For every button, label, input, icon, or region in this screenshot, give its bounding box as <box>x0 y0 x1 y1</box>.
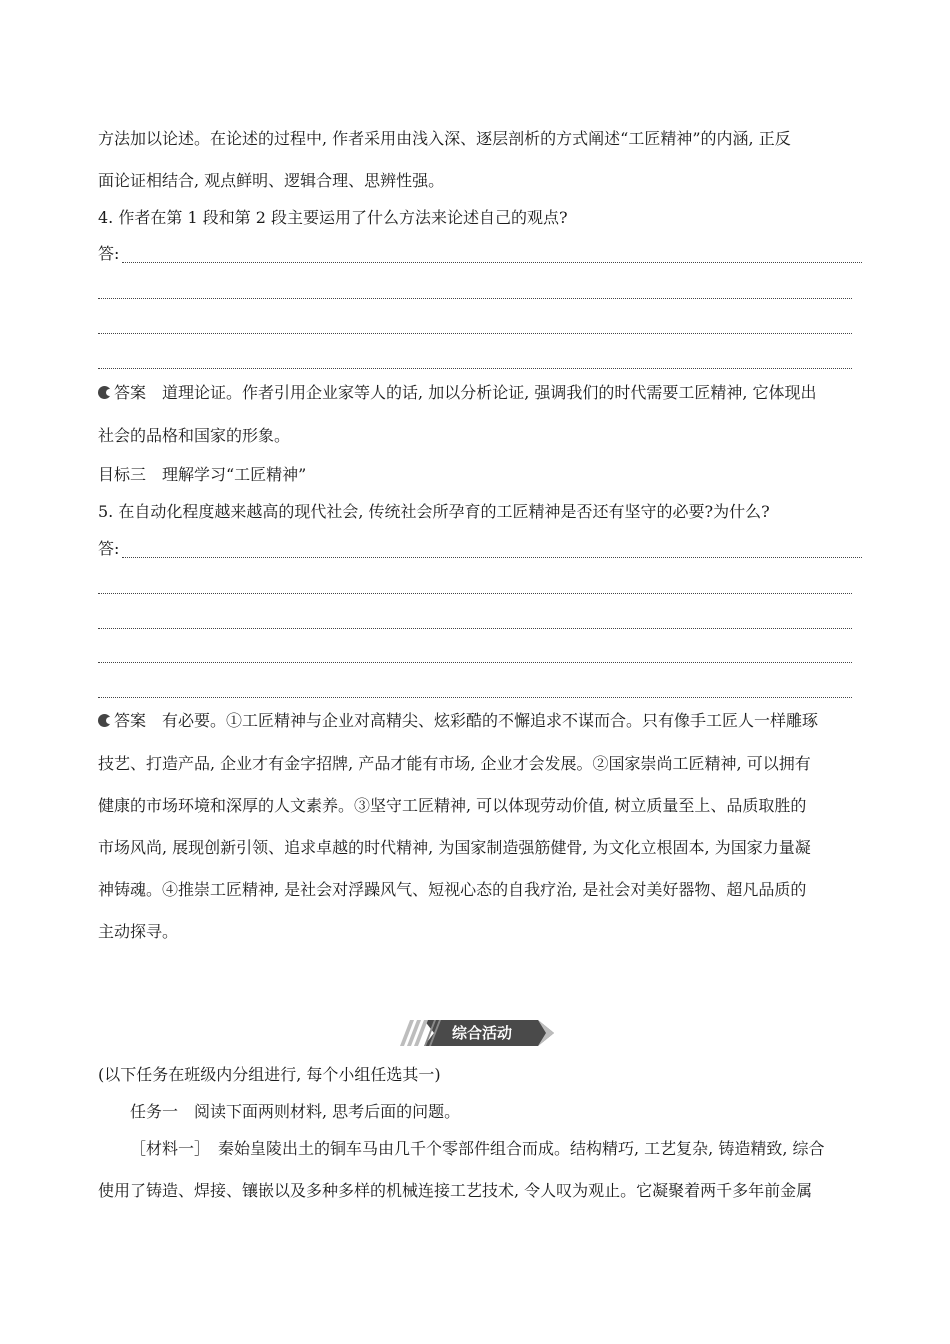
answer-text: 社会的品格和国家的形象。 <box>98 426 291 445</box>
answer-text: 主动探寻。 <box>98 922 179 941</box>
answer-rule <box>98 593 852 594</box>
answer-text: 技艺、打造产品, 企业才有金字招牌, 产品才能有市场, 企业才会发展。②国家崇尚工匠精神, 可以拥有 <box>98 754 811 773</box>
answer-text: 市场风尚, 展现创新引领、追求卓越的时代精神, 为国家制造强筋健骨, 为文化立根固本, 为国家力量凝 <box>98 838 811 857</box>
answer-rule <box>98 628 852 629</box>
question-5: 5. 在自动化程度越来越高的现代社会, 传统社会所孕育的工匠精神是否还有坚守的必要?为什么? <box>98 502 770 521</box>
answer-rule <box>98 662 852 663</box>
answer-field-q5[interactable] <box>98 538 862 560</box>
answer-rule <box>122 262 862 263</box>
answer-marker-icon <box>98 714 111 727</box>
paragraph-line: 面论证相结合, 观点鲜明、逻辑合理、思辨性强。 <box>98 171 445 190</box>
answer-text: 健康的市场环境和深厚的人文素养。③坚守工匠精神, 可以体现劳动价值, 树立质量至上、品质取胜的 <box>98 796 807 815</box>
answer-text: 道理论证。作者引用企业家等人的话, 加以分析论证, 强调我们的时代需要工匠精神, 它体现出 <box>162 383 817 402</box>
banner-title: 综合活动 <box>451 1024 512 1042</box>
answer-field-q4[interactable] <box>98 243 862 265</box>
answer-text: 有必要。①工匠精神与企业对高精尖、炫彩酷的不懈追求不谋而合。只有像手工匠人一样雕琢 <box>162 711 819 730</box>
section-heading: 目标三 理解学习“工匠精神” <box>98 465 307 484</box>
paragraph-line: 方法加以论述。在论述的过程中, 作者采用由浅入深、逐层剖析的方式阐述“工匠精神”的内涵, 正反 <box>98 129 791 148</box>
answer-rule <box>98 298 852 299</box>
answer-text: 神铸魂。④推崇工匠精神, 是社会对浮躁风气、短视心态的自我疗治, 是社会对美好器物、超凡品质的 <box>98 880 807 899</box>
answer-rule <box>98 368 852 369</box>
material-line: ［材料一］ 秦始皇陵出土的铜车马由几千个零部件组合而成。结构精巧, 工艺复杂, 铸造精致, 综合 <box>130 1139 825 1158</box>
material-line: 使用了铸造、焊接、镶嵌以及多种多样的机械连接工艺技术, 令人叹为观止。它凝聚着两千多年前金属 <box>98 1181 813 1200</box>
answer-rule <box>122 557 862 558</box>
answer-tag: 答案 <box>114 383 147 402</box>
answer-rule <box>98 697 852 698</box>
answer-marker-icon <box>98 386 111 399</box>
answer-label: 答: <box>98 244 120 263</box>
question-4: 4. 作者在第 1 段和第 2 段主要运用了什么方法来论述自己的观点? <box>98 208 568 227</box>
activity-banner <box>398 1020 554 1046</box>
answer-tag: 答案 <box>114 711 147 730</box>
answer-label: 答: <box>98 539 120 558</box>
activity-note: (以下任务在班级内分组进行, 每个小组任选其一) <box>98 1065 441 1084</box>
answer-rule <box>98 333 852 334</box>
task-1: 任务一 阅读下面两则材料, 思考后面的问题。 <box>130 1102 461 1121</box>
answer-q4 <box>98 382 858 404</box>
answer-q5 <box>98 710 858 732</box>
